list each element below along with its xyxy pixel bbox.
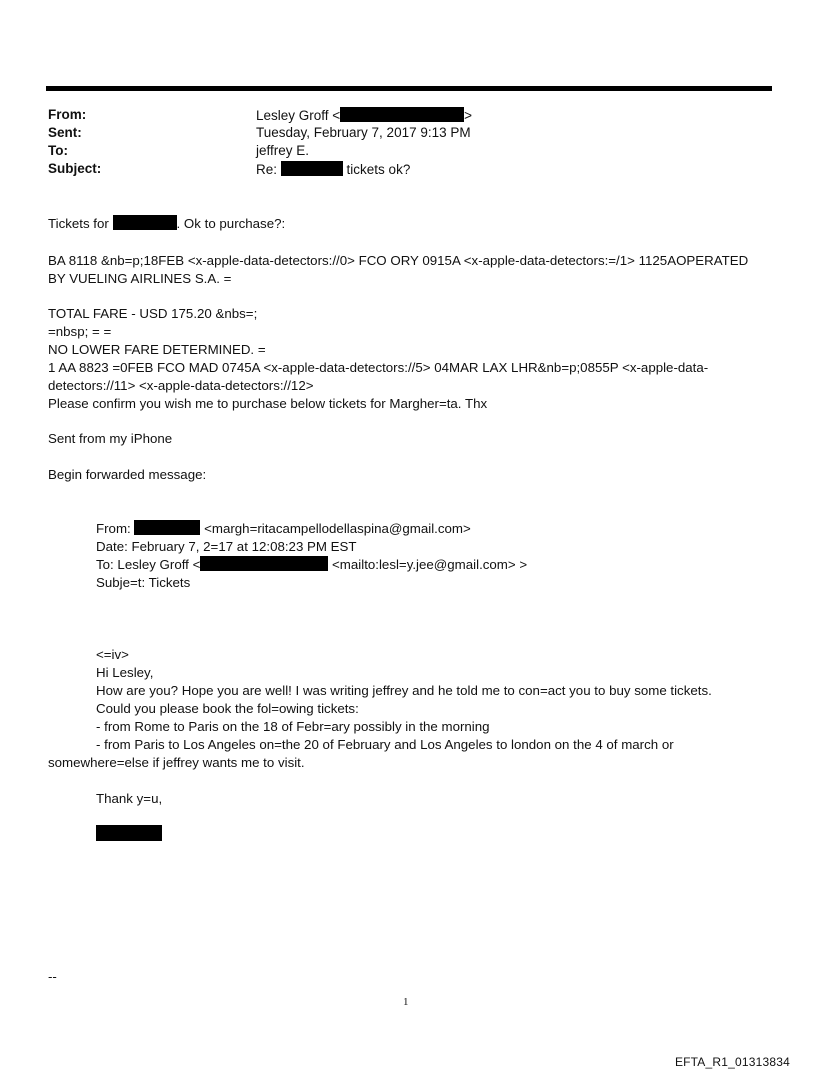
subject-suffix: tickets ok? (346, 162, 411, 177)
thanks-line: Thank y=u, (96, 791, 163, 806)
fwd-subject-line: Subje=t: Tickets (96, 575, 191, 590)
subject-value (256, 161, 410, 177)
subject-prefix: Re: (256, 162, 278, 177)
from-close: > (464, 108, 473, 123)
signature-redaction-box (96, 825, 162, 841)
fare-line-2: =nbsp; = = (48, 324, 112, 339)
sent-value: Tuesday, February 7, 2017 9:13 PM (256, 125, 471, 140)
fwd-to-line (96, 556, 527, 574)
fare-line-3: NO LOWER FARE DETERMINED. = (48, 342, 266, 357)
redaction-box (113, 215, 177, 230)
sent-label: Sent: (48, 125, 82, 140)
message-line-2: Could you please book the fol=owing tickets: (96, 701, 359, 716)
closing-dashes: -- (48, 969, 57, 984)
fare-line-1: TOTAL FARE - USD 175.20 &nbs=; (48, 306, 258, 321)
from-name: Lesley Groff < (256, 108, 341, 123)
confirm-line: Please confirm you wish me to purchase below tickets for Margher=ta. Thx (48, 396, 488, 411)
tickets-line (48, 215, 285, 233)
header-rule (46, 86, 772, 91)
document-id: EFTA_R1_01313834 (674, 1055, 790, 1069)
tickets-prefix: Tickets for (48, 216, 109, 231)
flight-aa-line-2: detectors://11> <x-apple-data-detectors://12> (48, 378, 314, 393)
from-label: From: (48, 107, 87, 122)
to-label: To: (48, 143, 68, 158)
div-tag-line: <=iv> (96, 647, 129, 662)
fwd-date-line: Date: February 7, 2=17 at 12:08:23 PM EST (96, 539, 357, 554)
redaction-box (200, 556, 328, 571)
redaction-box (134, 520, 200, 535)
message-line-5: somewhere=else if jeffrey wants me to visit. (48, 755, 305, 770)
to-value: jeffrey E. (256, 143, 310, 158)
fwd-from-label: From: (96, 521, 131, 536)
subject-label: Subject: (48, 161, 102, 176)
sent-from-line: Sent from my iPhone (48, 431, 173, 446)
message-line-1: How are you? Hope you are well! I was writing jeffrey and he told me to con=act you to buy some tickets. (96, 683, 712, 698)
redaction-box (340, 107, 464, 122)
flight-aa-line-1: 1 AA 8823 =0FEB FCO MAD 0745A <x-apple-data-detectors://5> 04MAR LAX LHR&nb=p;0855P <x-apple-data- (48, 360, 709, 375)
page-number: 1 (403, 996, 409, 1008)
fwd-from-line (96, 520, 471, 538)
fwd-to-prefix: To: Lesley Groff < (96, 557, 201, 572)
redaction-box (281, 161, 343, 176)
message-line-3: - from Rome to Paris on the 18 of Febr=ary possibly in the morning (96, 719, 490, 734)
fwd-from-email: <margh=ritacampellodellaspina@gmail.com> (204, 521, 471, 536)
fwd-to-mailto: <mailto:lesl=y.jee@gmail.com> > (332, 557, 528, 572)
flight-ba-line-1: BA 8118 &nb=p;18FEB <x-apple-data-detectors://0> FCO ORY 0915A <x-apple-data-detectors:=/1> 1125AOPERATED (48, 253, 749, 268)
tickets-suffix: . Ok to purchase?: (176, 216, 286, 231)
greeting-line: Hi Lesley, (96, 665, 154, 680)
begin-forwarded-line: Begin forwarded message: (48, 467, 207, 482)
flight-ba-line-2: BY VUELING AIRLINES S.A. = (48, 271, 232, 286)
message-line-4: - from Paris to Los Angeles on=the 20 of February and Los Angeles to london on the 4 of march or (96, 737, 674, 752)
from-value (256, 107, 472, 123)
